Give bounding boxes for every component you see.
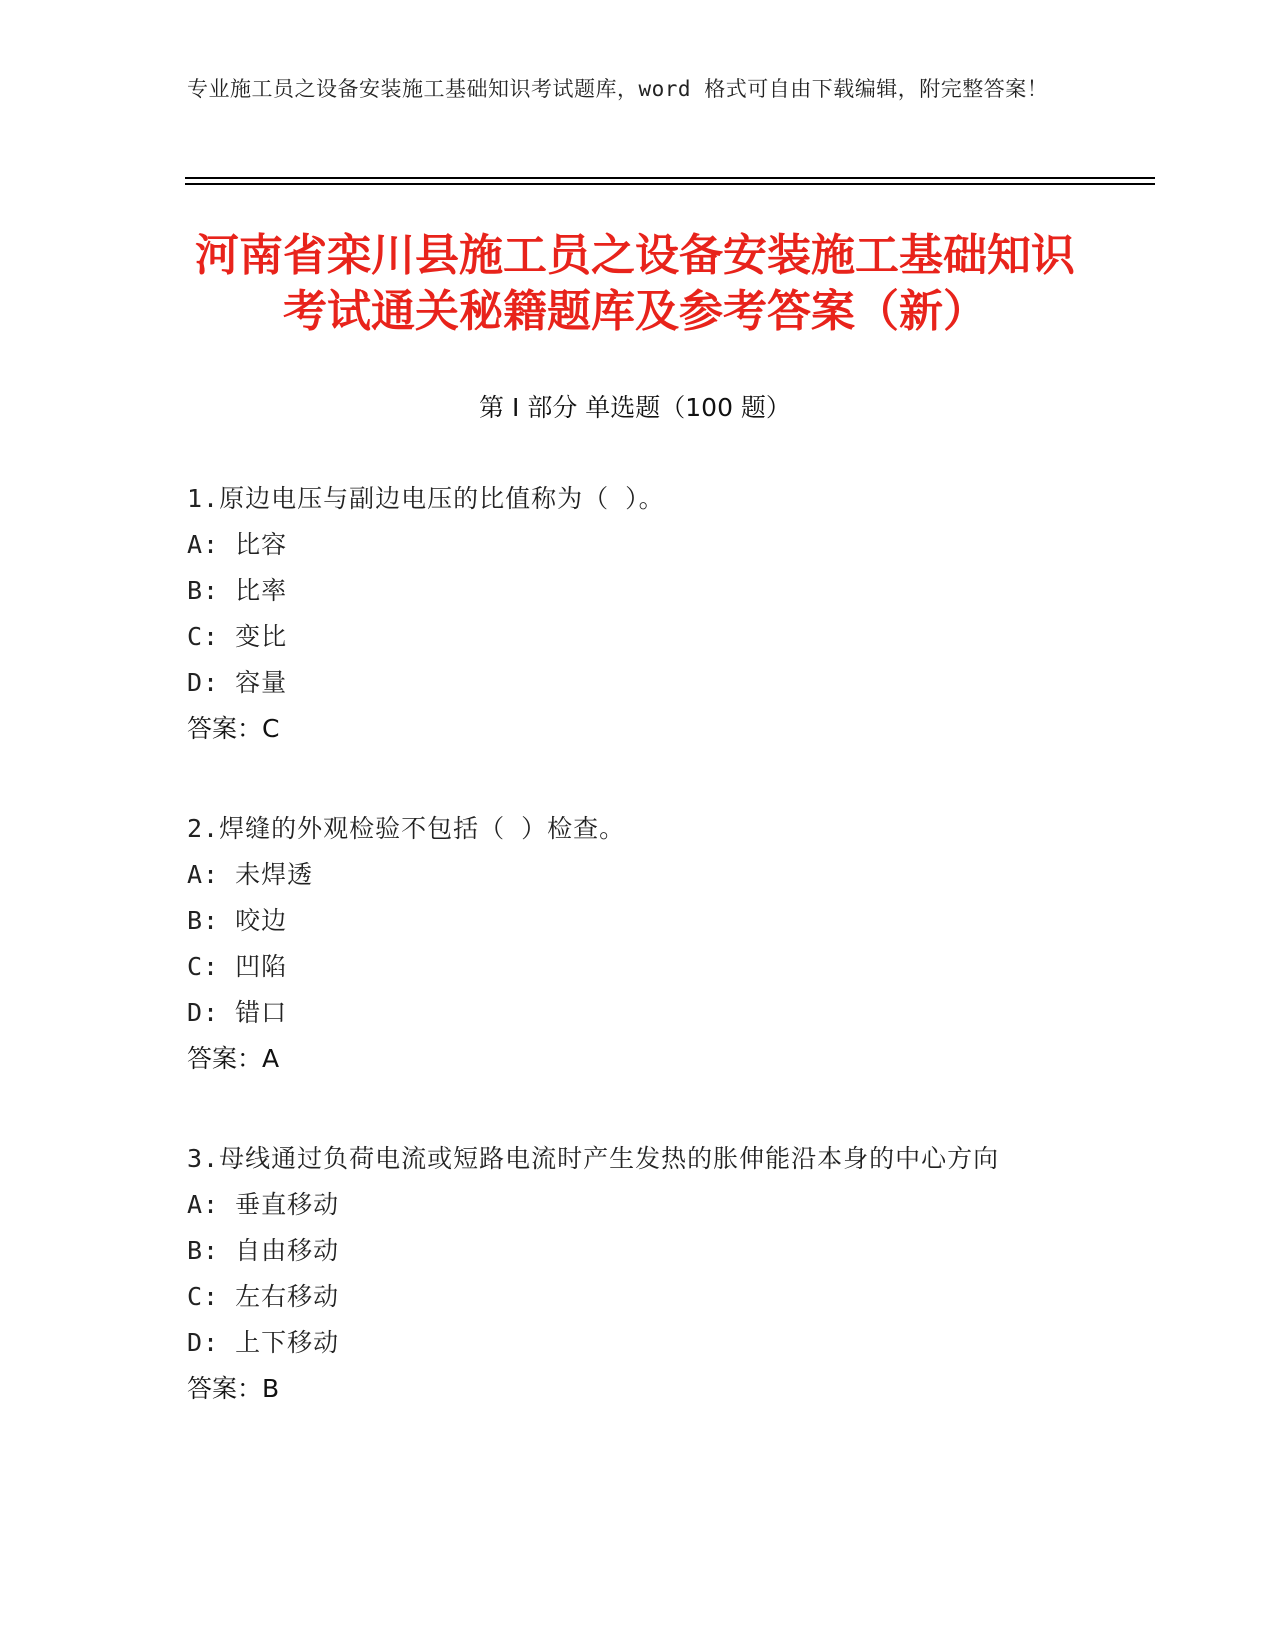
header-note: 专业施工员之设备安装施工基础知识考试题库，word 格式可自由下载编辑，附完整答案！	[187, 77, 1049, 101]
answer-line: 答案：B	[187, 1374, 280, 1403]
option-b: B: 比率	[187, 576, 288, 605]
question-2	[187, 806, 1067, 1082]
question-stem: 3.母线通过负荷电流或短路电流时产生发热的胀伸能沿本身的中心方向	[187, 1144, 1000, 1173]
answer-line: 答案：A	[187, 1044, 280, 1073]
option-a: A: 比容	[187, 530, 288, 559]
section-title: 第 I 部分 单选题（100 题）	[479, 393, 791, 422]
header-divider-top	[185, 177, 1155, 179]
option-d: D: 上下移动	[187, 1328, 340, 1357]
header-divider-bottom	[185, 183, 1155, 185]
option-d: D: 错口	[187, 998, 288, 1027]
question-stem: 2.焊缝的外观检验不包括（ ）检查。	[187, 814, 626, 843]
question-3	[187, 1136, 1067, 1412]
option-b: B: 咬边	[187, 906, 288, 935]
option-a: A: 未焊透	[187, 860, 314, 889]
question-list	[187, 476, 1067, 1466]
option-c: C: 变比	[187, 622, 288, 651]
option-d: D: 容量	[187, 668, 288, 697]
answer-line: 答案：C	[187, 714, 280, 743]
option-c: C: 左右移动	[187, 1282, 340, 1311]
option-c: C: 凹陷	[187, 952, 288, 981]
document-title: 河南省栾川县施工员之设备安装施工基础知识考试通关秘籍题库及参考答案（新）	[195, 230, 1075, 337]
option-b: B: 自由移动	[187, 1236, 340, 1265]
question-1	[187, 476, 1067, 752]
option-a: A: 垂直移动	[187, 1190, 340, 1219]
question-stem: 1.原边电压与副边电压的比值称为（ ）。	[187, 484, 665, 513]
